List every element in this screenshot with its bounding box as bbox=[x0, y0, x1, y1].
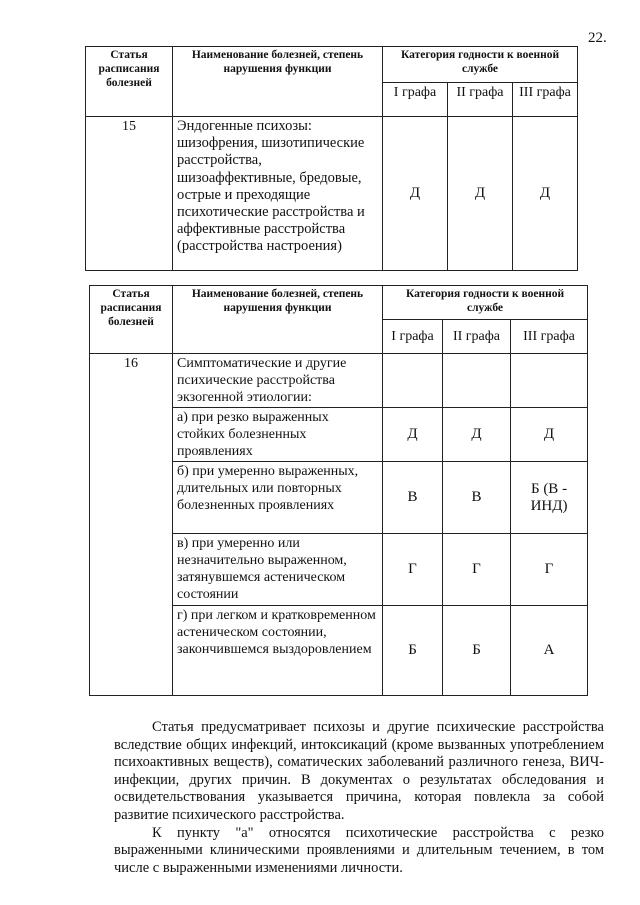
category-cell: Д bbox=[513, 117, 578, 271]
category-cell: Д bbox=[511, 408, 588, 462]
disease-intro: Симптоматические и другие психические расстройства экзогенной этиологии: bbox=[173, 354, 383, 408]
category-cell: В bbox=[443, 462, 511, 534]
paragraph: К пункту "а" относятся психотические расстройства с резко выраженными клиническими проявлениями и длительным течением, в том числе с выраженными изменениями личности. bbox=[114, 824, 604, 876]
header-article: Статья расписания болезней bbox=[86, 47, 173, 117]
header-grafa-2: II графа bbox=[448, 83, 513, 117]
category-cell: А bbox=[511, 606, 588, 696]
category-cell: Д bbox=[383, 117, 448, 271]
disease-description: Эндогенные психозы: шизофрения, шизотипические расстройства, шизоаффективные, бредовые, острые и преходящие психотические расстройства и аффективные расстройства (расстройства настроения) bbox=[173, 117, 383, 271]
subitem-text: г) при легком и кратковременном астеническом состоянии, закончившемся выздоровлением bbox=[173, 606, 383, 696]
header-grafa-1: I графа bbox=[383, 83, 448, 117]
category-cell: Г bbox=[443, 534, 511, 606]
body-text bbox=[114, 719, 604, 877]
category-cell: Б bbox=[383, 606, 443, 696]
subitem-text: в) при умеренно или незначительно выраженном, затянувшемся астеническом состоянии bbox=[173, 534, 383, 606]
subitem-text: а) при резко выраженных стойких болезненных проявлениях bbox=[173, 408, 383, 462]
category-cell: Г bbox=[383, 534, 443, 606]
category-cell: Б (В - ИНД) bbox=[511, 462, 588, 534]
table-article-15 bbox=[85, 46, 578, 271]
category-cell: В bbox=[383, 462, 443, 534]
header-category: Категория годности к военной службе bbox=[383, 286, 588, 320]
category-cell: Б bbox=[443, 606, 511, 696]
category-cell: Д bbox=[383, 408, 443, 462]
header-name: Наименование болезней, степень нарушения функции bbox=[173, 286, 383, 354]
header-name: Наименование болезней, степень нарушения функции bbox=[173, 47, 383, 117]
paragraph: Статья предусматривает психозы и другие психические расстройства вследствие общих инфекций, интоксикаций (кроме вызванных употреблением психоактивных веществ), соматических заболеваний различного генеза, ВИЧ-инфекции, других причин. В документах о результатах обследования и освидетельствования указывается причина, которая повлекла за собой развитие психического расстройства. bbox=[114, 719, 604, 823]
header-category: Категория годности к военной службе bbox=[383, 47, 578, 83]
category-cell: Д bbox=[443, 408, 511, 462]
article-number: 15 bbox=[86, 117, 173, 271]
page-number: 22. bbox=[588, 30, 607, 46]
category-cell: Д bbox=[448, 117, 513, 271]
table-article-16 bbox=[89, 285, 588, 696]
article-number: 16 bbox=[90, 354, 173, 696]
header-article: Статья расписания болезней bbox=[90, 286, 173, 354]
category-cell: Г bbox=[511, 534, 588, 606]
subitem-text: б) при умеренно выраженных, длительных или повторных болезненных проявлениях bbox=[173, 462, 383, 534]
header-grafa-1: I графа bbox=[383, 320, 443, 354]
header-grafa-3: III графа bbox=[513, 83, 578, 117]
header-grafa-3: III графа bbox=[511, 320, 588, 354]
header-grafa-2: II графа bbox=[443, 320, 511, 354]
